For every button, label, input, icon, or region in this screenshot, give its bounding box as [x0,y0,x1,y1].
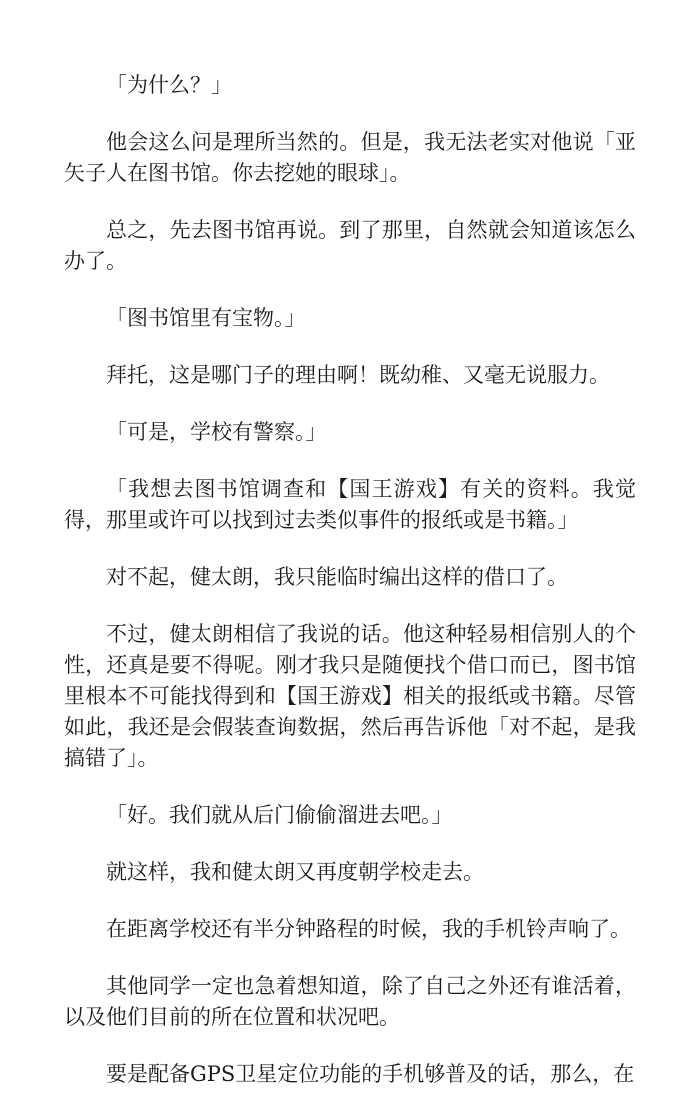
paragraph-11: 就这样，我和健太朗又再度朝学校走去。 [106,860,484,884]
paragraph-12: 在距离学校还有半分钟路程的时候，我的手机铃声响了。 [106,917,631,941]
paragraph-5: 拜托，这是哪门子的理由啊！既幼稚、又毫无说服力。 [106,363,610,387]
paragraph-2: 他会这么问是理所当然的。但是，我无法老实对他说「亚矢子人在图书馆。你去挖她的眼球」。 [64,130,636,185]
paragraph-13: 其他同学一定也急着想知道，除了自己之外还有谁活着，以及他们目前的所在位置和状况吧。 [64,974,636,1029]
paragraph-8: 对不起，健太朗，我只能临时编出这样的借口了。 [106,565,568,589]
paragraph-7: 「我想去图书馆调查和【国王游戏】有关的资料。我觉得，那里或许可以找到过去类似事件的报纸或是书籍。」 [64,477,636,532]
paragraph-4: 「图书馆里有宝物。」 [106,306,306,330]
paragraph-9: 不过，健太朗相信了我说的话。他这种轻易相信别人的个性，还真是要不得呢。刚才我只是随便找个借口而已，图书馆里根本不可能找得到和【国王游戏】相关的报纸或书籍。尽管如此，我还是会假装查询数据，然后再告诉他「对不起，是我搞错了」。 [64,622,636,770]
document-page [64,70,636,1116]
paragraph-14: 要是配备GPS卫星定位功能的手机够普及的话，那么，在 [106,1062,635,1086]
paragraph-6: 「可是，学校有警察。」 [106,420,327,444]
paragraph-10: 「好。我们就从后门偷偷溜进去吧。」 [106,803,453,827]
paragraph-3: 总之，先去图书馆再说。到了那里，自然就会知道该怎么办了。 [64,218,636,273]
paragraph-1: 「为什么？」 [106,73,232,97]
